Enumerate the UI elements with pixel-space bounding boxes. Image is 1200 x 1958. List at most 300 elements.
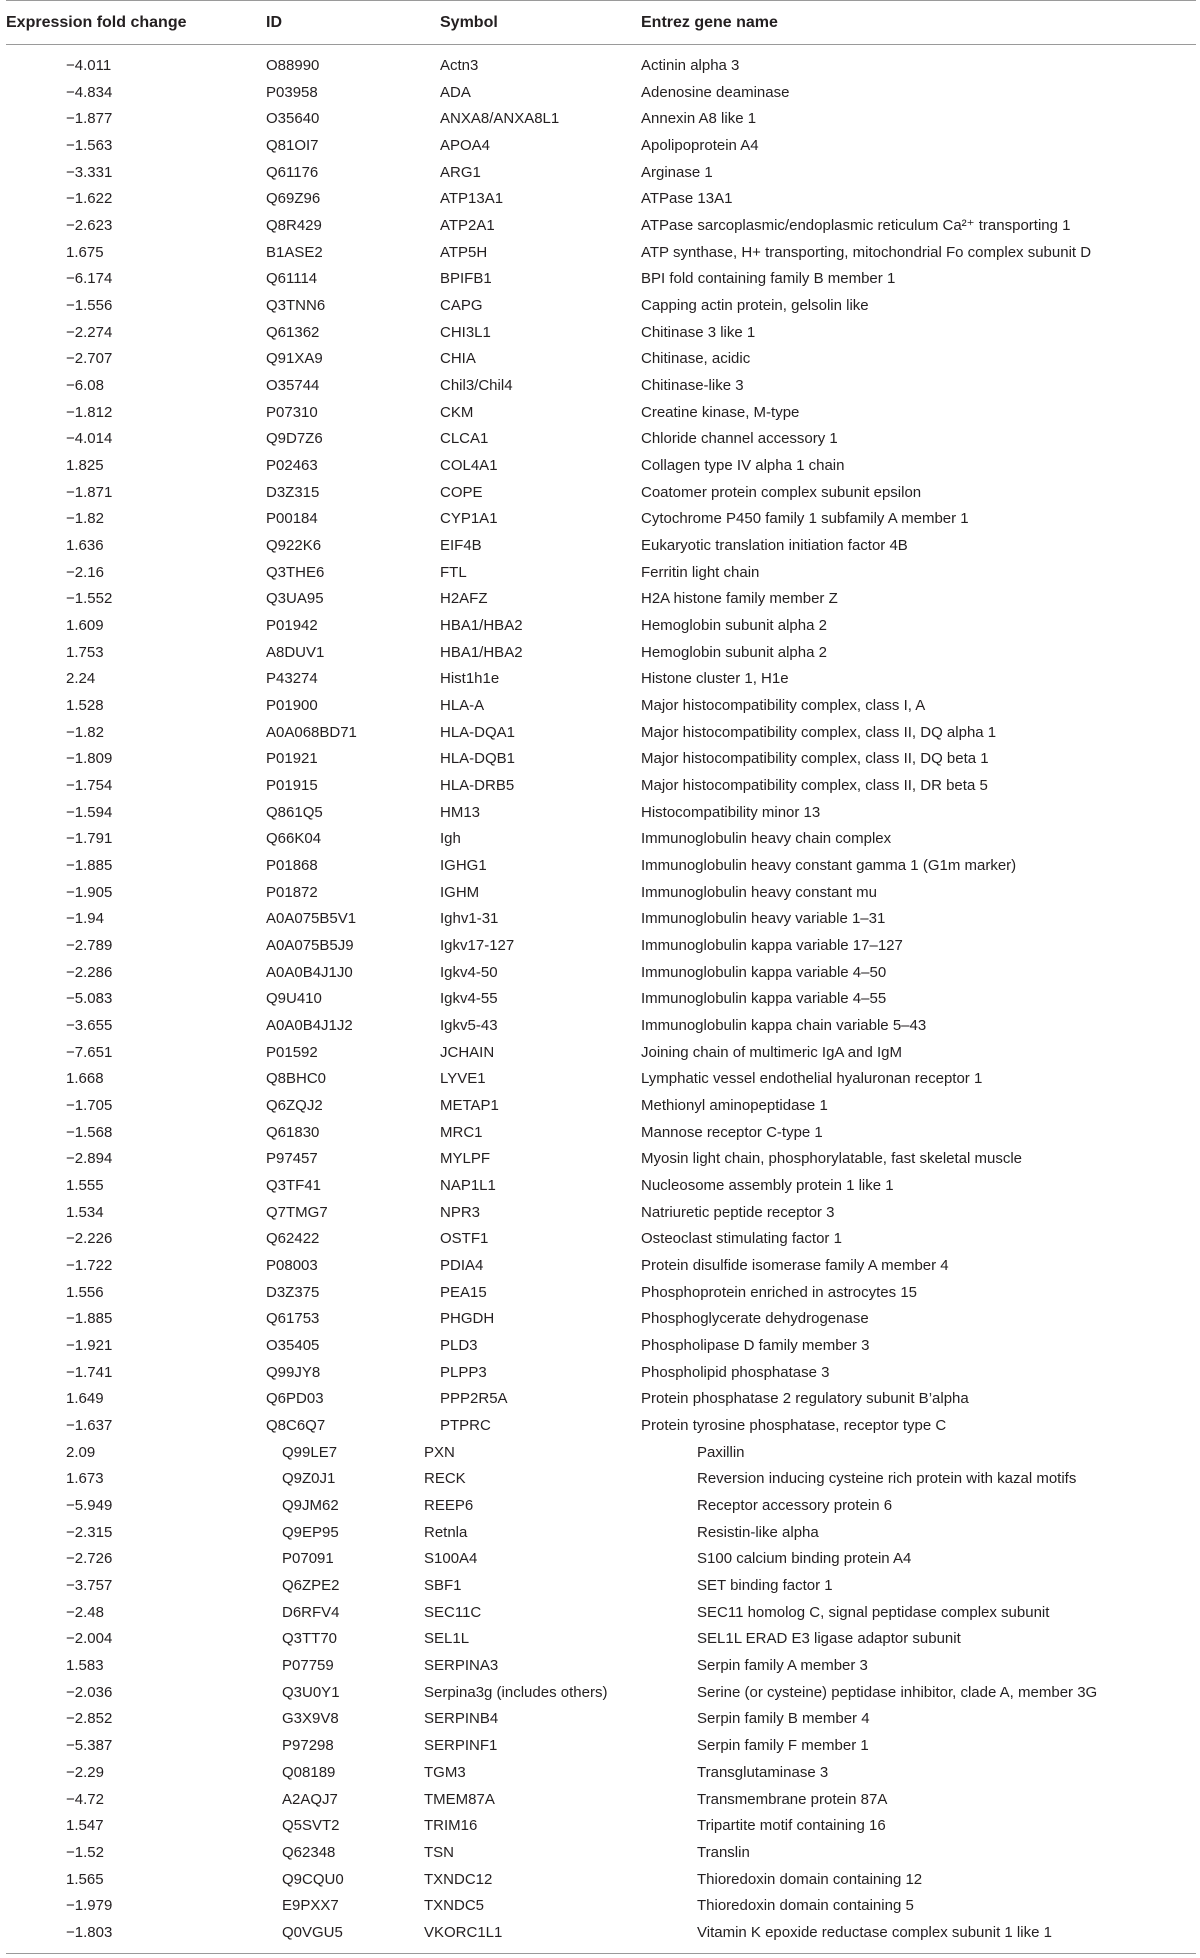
- cell-id: Q3TNN6: [266, 296, 326, 314]
- cell-fold-change: −2.286: [66, 963, 113, 981]
- cell-gene-name: Mannose receptor C-type 1: [641, 1123, 823, 1141]
- cell-id: Q9U410: [266, 990, 322, 1008]
- cell-id: Q66K04: [266, 830, 322, 848]
- cell-id: Q91XA9: [266, 350, 323, 368]
- cell-fold-change: 1.565: [66, 1870, 104, 1888]
- cell-gene-name: Immunoglobulin kappa chain variable 5–43: [641, 1017, 927, 1035]
- table-row: [6, 1039, 1196, 1066]
- cell-fold-change: −1.921: [66, 1337, 113, 1355]
- table-row: [6, 559, 1196, 586]
- cell-symbol: CYP1A1: [440, 510, 498, 528]
- table-row: [6, 1466, 1196, 1493]
- cell-id: P07310: [266, 403, 318, 421]
- table-row: [6, 1172, 1196, 1199]
- cell-fold-change: 1.668: [66, 1070, 104, 1088]
- table-row: [6, 1706, 1196, 1733]
- cell-id: Q61114: [266, 270, 318, 288]
- cell-gene-name: Major histocompatibility complex, class I, A: [641, 696, 926, 714]
- table-row: [6, 1892, 1196, 1919]
- cell-gene-name: Receptor accessory protein 6: [697, 1497, 893, 1515]
- cell-symbol: PHGDH: [440, 1310, 495, 1328]
- cell-gene-name: Histocompatibility minor 13: [641, 803, 821, 821]
- cell-symbol: S100A4: [424, 1550, 478, 1568]
- table-header-row: [6, 1, 1196, 44]
- cell-gene-name: ATPase 13A1: [641, 190, 733, 208]
- cell-gene-name: Translin: [697, 1843, 750, 1861]
- cell-fold-change: −1.568: [66, 1123, 113, 1141]
- cell-gene-name: Phosphoglycerate dehydrogenase: [641, 1310, 869, 1328]
- cell-fold-change: 1.673: [66, 1470, 104, 1488]
- cell-gene-name: Capping actin protein, gelsolin like: [641, 296, 869, 314]
- cell-id: Q3THE6: [266, 563, 325, 581]
- cell-id: E9PXX7: [282, 1897, 339, 1915]
- cell-gene-name: Actinin alpha 3: [641, 56, 740, 74]
- cell-id: Q99JY8: [266, 1363, 321, 1381]
- cell-fold-change: −1.722: [66, 1257, 113, 1275]
- cell-gene-name: Transglutaminase 3: [697, 1763, 829, 1781]
- cell-id: P01872: [266, 883, 318, 901]
- cell-fold-change: −5.949: [66, 1497, 113, 1515]
- table-row: [6, 986, 1196, 1013]
- cell-id: Q9Z0J1: [282, 1470, 336, 1488]
- cell-fold-change: −5.083: [66, 990, 113, 1008]
- cell-symbol: HLA-A: [440, 696, 485, 714]
- cell-gene-name: Resistin-like alpha: [697, 1523, 819, 1541]
- table-row: [6, 719, 1196, 746]
- cell-symbol: TSN: [424, 1843, 454, 1861]
- cell-id: Q9D7Z6: [266, 430, 323, 448]
- cell-gene-name: Osteoclast stimulating factor 1: [641, 1230, 842, 1248]
- cell-symbol: Serpina3g (includes others): [424, 1683, 608, 1701]
- table-row: [6, 452, 1196, 479]
- cell-gene-name: Major histocompatibility complex, class II, DR beta 5: [641, 776, 988, 794]
- table-row: [6, 772, 1196, 799]
- cell-symbol: PXN: [424, 1443, 455, 1461]
- table-row: [6, 132, 1196, 159]
- cell-id: A0A0B4J1J0: [266, 963, 353, 981]
- cell-symbol: Igkv4-50: [440, 963, 498, 981]
- cell-id: D3Z375: [266, 1283, 320, 1301]
- cell-gene-name: S100 calcium binding protein A4: [697, 1550, 912, 1568]
- cell-gene-name: BPI fold containing family B member 1: [641, 270, 896, 288]
- cell-symbol: IGHM: [440, 883, 480, 901]
- cell-symbol: CAPG: [440, 296, 483, 314]
- cell-fold-change: −2.004: [66, 1630, 113, 1648]
- table-row: [6, 1492, 1196, 1519]
- cell-symbol: OSTF1: [440, 1230, 489, 1248]
- table-row: [6, 79, 1196, 106]
- cell-symbol: EIF4B: [440, 536, 482, 554]
- cell-gene-name: Nucleosome assembly protein 1 like 1: [641, 1177, 894, 1195]
- cell-symbol: Actn3: [440, 56, 479, 74]
- table-row: [6, 212, 1196, 239]
- table-row: [6, 532, 1196, 559]
- table-row: [6, 852, 1196, 879]
- cell-fold-change: −6.174: [66, 270, 113, 288]
- table-row: [6, 1092, 1196, 1119]
- cell-fold-change: 1.555: [66, 1177, 104, 1195]
- table-row: [6, 345, 1196, 372]
- cell-symbol: ADA: [440, 83, 471, 101]
- table-row: [6, 1679, 1196, 1706]
- table-row: [6, 1359, 1196, 1386]
- cell-gene-name: Myosin light chain, phosphorylatable, fast skeletal muscle: [641, 1150, 1023, 1168]
- cell-fold-change: −1.556: [66, 296, 113, 314]
- cell-symbol: TXNDC12: [424, 1870, 493, 1888]
- table-row: [6, 239, 1196, 266]
- cell-symbol: SEC11C: [424, 1603, 482, 1621]
- table-row: [6, 1012, 1196, 1039]
- cell-id: Q8BHC0: [266, 1070, 327, 1088]
- cell-symbol: MRC1: [440, 1123, 483, 1141]
- cell-symbol: HLA-DRB5: [440, 776, 515, 794]
- cell-id: Q5SVT2: [282, 1817, 340, 1835]
- cell-gene-name: Collagen type IV alpha 1 chain: [641, 456, 845, 474]
- table-row: [6, 692, 1196, 719]
- cell-fold-change: −1.52: [66, 1843, 104, 1861]
- cell-gene-name: Natriuretic peptide receptor 3: [641, 1203, 835, 1221]
- cell-symbol: Igkv17-127: [440, 937, 515, 954]
- table-row: [6, 1332, 1196, 1359]
- table-row: [6, 52, 1196, 79]
- table-row: [6, 932, 1196, 959]
- cell-fold-change: −2.48: [66, 1603, 104, 1621]
- cell-gene-name: Major histocompatibility complex, class II, DQ beta 1: [641, 750, 989, 768]
- cell-fold-change: −1.754: [66, 776, 113, 794]
- table-row: [6, 372, 1196, 399]
- table-row: [6, 1146, 1196, 1173]
- cell-gene-name: Immunoglobulin heavy constant mu: [641, 883, 877, 901]
- cell-fold-change: 1.636: [66, 536, 104, 554]
- table-row: [6, 425, 1196, 452]
- cell-gene-name: Adenosine deaminase: [641, 83, 790, 101]
- cell-symbol: PEA15: [440, 1283, 487, 1301]
- cell-symbol: CKM: [440, 403, 474, 421]
- cell-fold-change: −1.885: [66, 856, 113, 874]
- cell-symbol: TRIM16: [424, 1817, 478, 1835]
- cell-symbol: COL4A1: [440, 456, 498, 474]
- cell-fold-change: 1.649: [66, 1390, 104, 1408]
- cell-id: Q61753: [266, 1310, 320, 1328]
- table-row: [6, 319, 1196, 346]
- cell-gene-name: Serpin family B member 4: [697, 1710, 870, 1728]
- cell-symbol: CHIA: [440, 350, 476, 368]
- cell-symbol: PLPP3: [440, 1363, 487, 1381]
- cell-symbol: COPE: [440, 483, 483, 501]
- cell-symbol: TGM3: [424, 1763, 466, 1781]
- table-row: [6, 1839, 1196, 1866]
- cell-id: D6RFV4: [282, 1603, 340, 1621]
- table-row: [6, 665, 1196, 692]
- table-body: [6, 45, 1196, 1953]
- cell-gene-name: Reversion inducing cysteine rich protein with kazal motifs: [697, 1470, 1077, 1488]
- cell-id: Q9CQU0: [282, 1870, 344, 1888]
- cell-symbol: MYLPF: [440, 1150, 491, 1168]
- cell-fold-change: −2.16: [66, 563, 104, 581]
- table-row: [6, 1732, 1196, 1759]
- table-row: [6, 159, 1196, 186]
- cell-id: P03958: [266, 83, 318, 101]
- cell-symbol: PPP2R5A: [440, 1390, 508, 1408]
- cell-fold-change: −1.705: [66, 1097, 113, 1115]
- cell-id: Q69Z96: [266, 190, 321, 208]
- cell-gene-name: SET binding factor 1: [697, 1577, 833, 1595]
- cell-id: P07091: [282, 1550, 334, 1568]
- cell-symbol: HLA-DQA1: [440, 723, 516, 741]
- cell-symbol: TXNDC5: [424, 1897, 485, 1915]
- cell-symbol: BPIFB1: [440, 270, 492, 288]
- cell-gene-name: Paxillin: [697, 1443, 745, 1461]
- cell-fold-change: 1.528: [66, 696, 104, 714]
- cell-gene-name: Eukaryotic translation initiation factor 4B: [641, 536, 908, 554]
- cell-gene-name: ATP synthase, H+ transporting, mitochondrial Fo complex subunit D: [641, 243, 1092, 261]
- table-row: [6, 292, 1196, 319]
- cell-gene-name: Immunoglobulin heavy chain complex: [641, 830, 892, 848]
- table-row: [6, 1572, 1196, 1599]
- cell-symbol: SERPINA3: [424, 1657, 499, 1675]
- table-row: [6, 479, 1196, 506]
- cell-id: Q3TT70: [282, 1630, 338, 1648]
- cell-fold-change: −2.623: [66, 216, 113, 234]
- cell-id: Q6ZQJ2: [266, 1097, 323, 1115]
- table-row: [6, 1306, 1196, 1333]
- cell-symbol: TMEM87A: [424, 1790, 495, 1808]
- cell-id: P97457: [266, 1150, 318, 1168]
- table-row: [6, 1546, 1196, 1573]
- cell-id: Q3UA95: [266, 590, 324, 608]
- cell-gene-name: Methionyl aminopeptidase 1: [641, 1097, 828, 1115]
- cell-symbol: Ighv1-31: [440, 910, 499, 928]
- cell-gene-name: Serpin family F member 1: [697, 1737, 869, 1755]
- cell-id: P07759: [282, 1657, 334, 1675]
- cell-fold-change: 1.609: [66, 616, 104, 634]
- cell-fold-change: −1.94: [66, 910, 104, 928]
- cell-id: P01592: [266, 1043, 318, 1061]
- table-row: [6, 1199, 1196, 1226]
- cell-symbol: LYVE1: [440, 1070, 486, 1088]
- cell-gene-name: Phospholipase D family member 3: [641, 1337, 870, 1355]
- cell-symbol: SBF1: [424, 1577, 462, 1595]
- cell-symbol: Igkv4-55: [440, 990, 498, 1008]
- table-row: [6, 265, 1196, 292]
- cell-gene-name: Creatine kinase, M-type: [641, 403, 800, 421]
- table-row: [6, 1759, 1196, 1786]
- cell-symbol: IGHG1: [440, 856, 487, 874]
- cell-fold-change: −5.387: [66, 1737, 113, 1755]
- cell-gene-name: Chitinase 3 like 1: [641, 323, 756, 341]
- cell-symbol: FTL: [440, 563, 467, 581]
- cell-id: A0A075B5J9: [266, 937, 354, 954]
- cell-id: Q0VGU5: [282, 1923, 343, 1941]
- header-fold-change: Expression fold change: [6, 13, 187, 31]
- table-row: [6, 906, 1196, 933]
- cell-fold-change: −1.552: [66, 590, 113, 608]
- cell-gene-name: Phosphoprotein enriched in astrocytes 15: [641, 1283, 918, 1301]
- cell-symbol: NPR3: [440, 1203, 481, 1221]
- cell-gene-name: Hemoglobin subunit alpha 2: [641, 643, 827, 661]
- cell-symbol: Retnla: [424, 1523, 468, 1541]
- table-row: [6, 1786, 1196, 1813]
- cell-id: B1ASE2: [266, 243, 323, 261]
- cell-fold-change: 1.583: [66, 1657, 104, 1675]
- cell-gene-name: Immunoglobulin kappa variable 4–50: [641, 963, 887, 981]
- cell-fold-change: −1.563: [66, 136, 113, 154]
- cell-gene-name: Apolipoprotein A4: [641, 136, 759, 154]
- cell-fold-change: 1.753: [66, 643, 104, 661]
- table-row: [6, 1439, 1196, 1466]
- cell-symbol: SERPINB4: [424, 1710, 499, 1728]
- cell-gene-name: Joining chain of multimeric IgA and IgM: [641, 1043, 902, 1061]
- cell-symbol: PDIA4: [440, 1257, 484, 1275]
- table-row: [6, 585, 1196, 612]
- cell-gene-name: Tripartite motif containing 16: [697, 1817, 886, 1835]
- cell-symbol: HBA1/HBA2: [440, 616, 523, 634]
- cell-symbol: CHI3L1: [440, 323, 491, 341]
- cell-gene-name: Annexin A8 like 1: [641, 110, 757, 128]
- cell-gene-name: Histone cluster 1, H1e: [641, 670, 789, 688]
- table-row: [6, 1226, 1196, 1253]
- cell-id: Q8C6Q7: [266, 1417, 326, 1435]
- cell-symbol: APOA4: [440, 136, 491, 154]
- cell-id: Q8R429: [266, 216, 322, 234]
- table-row: [6, 1626, 1196, 1653]
- table-row: [6, 612, 1196, 639]
- cell-fold-change: −2.789: [66, 937, 113, 954]
- cell-id: P01900: [266, 696, 318, 714]
- cell-id: Q861Q5: [266, 803, 323, 821]
- cell-symbol: NAP1L1: [440, 1177, 496, 1195]
- cell-gene-name: Immunoglobulin heavy constant gamma 1 (G1m marker): [641, 856, 1017, 874]
- cell-gene-name: SEL1L ERAD E3 ligase adaptor subunit: [697, 1630, 961, 1648]
- cell-symbol: VKORC1L1: [424, 1923, 503, 1941]
- cell-symbol: SERPINF1: [424, 1737, 498, 1755]
- cell-symbol: ATP5H: [440, 243, 488, 261]
- cell-symbol: Chil3/Chil4: [440, 376, 513, 394]
- cell-fold-change: −7.651: [66, 1043, 113, 1061]
- cell-gene-name: Phospholipid phosphatase 3: [641, 1363, 830, 1381]
- header-id: ID: [266, 13, 282, 31]
- cell-symbol: HM13: [440, 803, 481, 821]
- table-row: [6, 1119, 1196, 1146]
- cell-fold-change: −1.871: [66, 483, 113, 501]
- cell-fold-change: −4.72: [66, 1790, 104, 1808]
- cell-id: Q61362: [266, 323, 320, 341]
- table-row: [6, 1652, 1196, 1679]
- cell-fold-change: −1.905: [66, 883, 113, 901]
- cell-gene-name: ATPase sarcoplasmic/endoplasmic reticulum Ca²⁺ transporting 1: [641, 217, 1071, 235]
- cell-symbol: HBA1/HBA2: [440, 643, 523, 661]
- cell-gene-name: Chitinase-like 3: [641, 376, 744, 394]
- cell-fold-change: −1.791: [66, 830, 113, 848]
- cell-fold-change: −1.803: [66, 1923, 113, 1941]
- table-row: [6, 1066, 1196, 1093]
- table-row: [6, 1519, 1196, 1546]
- cell-symbol: REEP6: [424, 1497, 474, 1515]
- cell-id: O35744: [266, 376, 320, 394]
- cell-fold-change: −2.315: [66, 1523, 113, 1541]
- cell-fold-change: −1.622: [66, 190, 113, 208]
- cell-gene-name: Coatomer protein complex subunit epsilon: [641, 483, 922, 501]
- table-row: [6, 1599, 1196, 1626]
- cell-gene-name: Immunoglobulin kappa variable 4–55: [641, 990, 887, 1008]
- cell-fold-change: −1.82: [66, 510, 104, 528]
- cell-id: P01942: [266, 616, 318, 634]
- table-row: [6, 1252, 1196, 1279]
- cell-fold-change: −1.82: [66, 723, 104, 741]
- cell-id: O35405: [266, 1337, 320, 1355]
- cell-fold-change: −1.877: [66, 110, 113, 128]
- cell-gene-name: Arginase 1: [641, 163, 713, 181]
- cell-id: Q61176: [266, 163, 319, 181]
- cell-fold-change: −2.852: [66, 1710, 113, 1728]
- cell-symbol: Igh: [440, 830, 461, 848]
- cell-fold-change: −1.885: [66, 1310, 113, 1328]
- cell-fold-change: −3.757: [66, 1577, 113, 1595]
- cell-fold-change: −1.637: [66, 1417, 113, 1435]
- cell-id: P02463: [266, 456, 318, 474]
- table-row: [6, 1386, 1196, 1413]
- cell-symbol: PLD3: [440, 1337, 478, 1355]
- cell-id: Q62348: [282, 1843, 336, 1861]
- cell-id: P97298: [282, 1737, 334, 1755]
- cell-fold-change: −2.707: [66, 350, 113, 368]
- cell-id: A2AQJ7: [282, 1790, 338, 1808]
- cell-id: P01921: [266, 750, 318, 768]
- cell-fold-change: −2.036: [66, 1683, 113, 1701]
- table-row: [6, 879, 1196, 906]
- cell-id: Q3TF41: [266, 1177, 322, 1195]
- cell-fold-change: −1.979: [66, 1897, 113, 1915]
- cell-fold-change: −4.014: [66, 430, 113, 448]
- cell-symbol: Hist1h1e: [440, 670, 500, 688]
- cell-symbol: METAP1: [440, 1097, 499, 1115]
- cell-id: A8DUV1: [266, 643, 325, 661]
- cell-id: Q08189: [282, 1763, 336, 1781]
- cell-fold-change: −4.011: [66, 56, 112, 74]
- header-gene-name: Entrez gene name: [641, 13, 778, 31]
- cell-gene-name: Protein tyrosine phosphatase, receptor type C: [641, 1417, 947, 1435]
- cell-fold-change: −2.894: [66, 1150, 113, 1168]
- cell-gene-name: Protein disulfide isomerase family A member 4: [641, 1257, 949, 1275]
- table-row: [6, 639, 1196, 666]
- cell-id: Q81OI7: [266, 136, 319, 154]
- header-symbol: Symbol: [440, 13, 498, 31]
- cell-symbol: PTPRC: [440, 1417, 491, 1435]
- cell-fold-change: −1.812: [66, 403, 113, 421]
- table-row: [6, 399, 1196, 426]
- cell-id: P08003: [266, 1257, 318, 1275]
- cell-gene-name: Thioredoxin domain containing 12: [697, 1870, 923, 1888]
- cell-fold-change: −2.274: [66, 323, 113, 341]
- cell-id: Q7TMG7: [266, 1203, 328, 1221]
- table-row: [6, 1812, 1196, 1839]
- cell-fold-change: −1.809: [66, 750, 113, 768]
- cell-id: O35640: [266, 110, 320, 128]
- cell-gene-name: Major histocompatibility complex, class II, DQ alpha 1: [641, 723, 997, 741]
- cell-fold-change: 2.09: [66, 1443, 96, 1461]
- cell-gene-name: Chloride channel accessory 1: [641, 430, 838, 448]
- cell-fold-change: 1.556: [66, 1283, 104, 1301]
- cell-id: P00184: [266, 510, 318, 528]
- cell-id: Q6PD03: [266, 1390, 324, 1408]
- cell-fold-change: 1.825: [66, 456, 104, 474]
- cell-id: Q6ZPE2: [282, 1577, 340, 1595]
- cell-gene-name: Vitamin K epoxide reductase complex subunit 1 like 1: [697, 1923, 1052, 1941]
- cell-gene-name: Thioredoxin domain containing 5: [697, 1897, 914, 1915]
- cell-fold-change: −1.741: [66, 1363, 113, 1381]
- cell-gene-name: Cytochrome P450 family 1 subfamily A member 1: [641, 510, 969, 528]
- cell-symbol: HLA-DQB1: [440, 750, 516, 768]
